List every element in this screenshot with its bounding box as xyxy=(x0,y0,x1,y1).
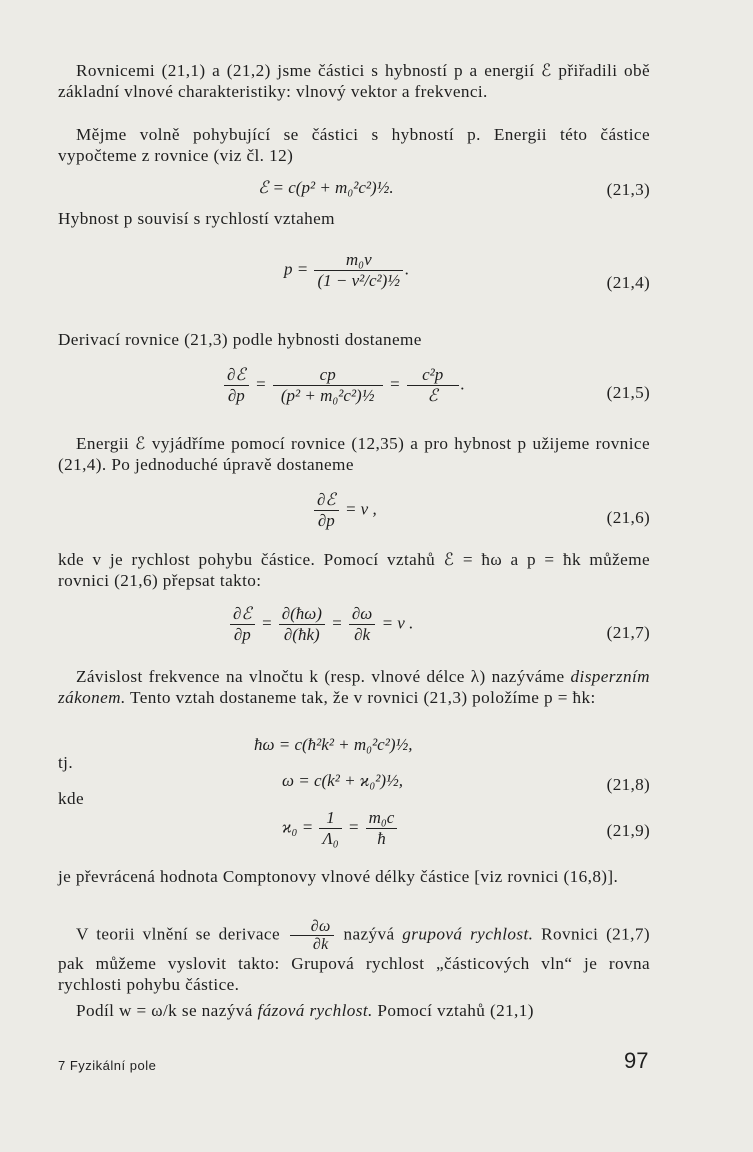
p9-part-b: nazývá xyxy=(343,924,395,944)
eq9-lhs: ϰ₀ = xyxy=(282,817,314,837)
eq7-c-num: ∂ω xyxy=(349,604,375,625)
paragraph-5: Energii ℰ vyjádříme pomocí rovnice (12,35) a pro hybnost p užijeme rovnice (21,4). Po jednoduché úpravě dostaneme xyxy=(58,434,650,474)
equation-number-21-8: (21,8) xyxy=(606,775,650,794)
eq7-b-den: ∂(ħk) xyxy=(283,625,320,644)
inline-frac-den: ∂k xyxy=(312,936,329,953)
eq7-frac-c xyxy=(349,604,375,645)
eq5-a-den: ∂p xyxy=(227,386,245,405)
eq6-num: ∂ℰ xyxy=(314,490,339,511)
equation-21-8b: ω = c(k² + ϰ₀²)½, xyxy=(282,771,404,790)
paragraph-8: je převrácená hodnota Comptonovy vlnové délky částice [viz rovnici (16,8)]. xyxy=(58,867,619,886)
eq5-frac-c xyxy=(407,365,459,406)
eq5-b-den: (p² + m₀²c²)½ xyxy=(280,386,375,405)
eq4-lhs: p = xyxy=(284,259,309,279)
p7-part-a: Závislost frekvence na vlnočtu k (resp. vlnové délce λ) nazýváme xyxy=(76,667,565,686)
eq9-a-den: Λ₀ xyxy=(322,829,339,848)
p9-term-group-velocity: grupová rychlost. xyxy=(402,924,534,944)
equation-21-3: ℰ = c(p² + m₀²c²)½. xyxy=(258,178,394,197)
paragraph-4: Derivací rovnice (21,3) podle hybnosti dostaneme xyxy=(58,330,422,349)
eq7-c-den: ∂k xyxy=(354,625,371,644)
eq7-rhs: = v . xyxy=(381,613,414,633)
paragraph-7 xyxy=(58,666,650,708)
equation-number-21-9: (21,9) xyxy=(606,821,650,840)
inline-frac-num: ∂ω xyxy=(290,918,334,936)
paragraph-9 xyxy=(58,918,650,995)
eq7-frac-a xyxy=(230,604,255,645)
equation-number-21-3: (21,3) xyxy=(606,180,650,199)
eq4-numerator: m₀v xyxy=(314,250,403,271)
eq7-frac-b xyxy=(279,604,325,645)
label-tj: tj. xyxy=(58,753,74,772)
p10-part-c: Pomocí vztahů (21,1) xyxy=(377,1001,534,1020)
eq7-a-den: ∂p xyxy=(233,625,251,644)
eq6-den: ∂p xyxy=(317,511,335,530)
equation-number-21-5: (21,5) xyxy=(606,383,650,402)
inline-fraction-domega-dk xyxy=(290,918,334,953)
eq5-frac-a xyxy=(224,365,249,406)
eq5-frac-b xyxy=(273,365,383,406)
p10-term-phase-velocity: fázová rychlost. xyxy=(257,1001,373,1020)
eq5-c-den: ℰ xyxy=(427,386,438,405)
eq9-frac-b xyxy=(366,808,398,849)
equation-number-21-7: (21,7) xyxy=(606,623,650,642)
p9-part-d: Rovnici (21,7) pak můžeme vyslovit takto: Grupová rychlost „částicových vln“ je rovna rychlosti pohybu částice. xyxy=(58,924,650,994)
equation-21-7: $\frac{\text{∂ℰ}}{\partial p}$ = $\frac{\partial(ħ\omega)}{\partial(ħk)}$ = $\frac{\partial\omega}{\partial k}$ = v . xyxy=(228,604,413,645)
eq9-b-den: ħ xyxy=(377,829,386,848)
equation-21-4: p = $\frac{\text{m₀v}}{\text{(1 − v²/c²)½}}$ . xyxy=(284,250,410,290)
p10-part-a: Podíl w = ω/k se nazývá xyxy=(76,1001,253,1020)
p7-term-dispersion-law: disperzním zákonem. xyxy=(58,667,650,707)
eq7-b-num: ∂(ħω) xyxy=(279,604,325,625)
eq9-frac-a xyxy=(319,808,341,849)
eq7-a-num: ∂ℰ xyxy=(230,604,255,625)
equation-21-5: $\frac{\text{∂ℰ}}{\partial p}$ = $\frac{cp}{\text{(p² + m₀²c²)½}}$ = $\frac{\text{c²p}}{\text{ℰ}}$ . xyxy=(222,365,465,406)
paragraph-10 xyxy=(58,1000,650,1021)
eq9-a-num: 1 xyxy=(319,808,341,829)
eq4-denominator: (1 − v²/c²)½ xyxy=(317,271,401,290)
eq5-c-num: c²p xyxy=(407,365,459,386)
eq4-fraction xyxy=(314,250,403,291)
label-kde: kde xyxy=(58,789,85,808)
equation-21-8a: ħω = c(ħ²k² + m₀²c²)½, xyxy=(254,735,413,754)
eq9-b-num: m₀c xyxy=(366,808,398,829)
paragraph-3: Hybnost p souvisí s rychlostí vztahem xyxy=(58,209,335,228)
paragraph-6: kde v je rychlost pohybu částice. Pomocí vztahů ℰ = ħω a p = ħk můžeme rovnici (21,6) přepsat takto: xyxy=(58,550,650,590)
eq6-rhs: = v , xyxy=(344,499,377,519)
equation-21-6 xyxy=(312,490,377,531)
eq5-b-num: cp xyxy=(273,365,383,386)
eq5-a-num: ∂ℰ xyxy=(224,365,249,386)
p9-part-a: V teorii vlnění se derivace xyxy=(76,924,280,944)
footer-chapter-label: 7 Fyzikální pole xyxy=(58,1058,157,1073)
paragraph-2: Mějme volně pohybující se částici s hybností p. Energii této částice vypočteme z rovnice (viz čl. 12) xyxy=(58,125,650,165)
p7-part-c: Tento vztah dostaneme tak, že v rovnici (21,3) položíme p = ħk: xyxy=(130,688,596,707)
equation-21-9: ϰ₀ = $\frac{1}{\text{Λ₀}}$ = $\frac{\text{m₀c}}{ħ}$ xyxy=(282,808,399,849)
paragraph-1: Rovnicemi (21,1) a (21,2) jsme částici s hybností p a energií ℰ přiřadili obě základní vlnové charakteristiky: vlnový vektor a frekvenci. xyxy=(58,61,650,101)
eq6-frac xyxy=(314,490,339,531)
equation-number-21-6: (21,6) xyxy=(606,508,650,527)
page-number: 97 xyxy=(624,1048,649,1073)
equation-number-21-4: (21,4) xyxy=(606,273,650,292)
